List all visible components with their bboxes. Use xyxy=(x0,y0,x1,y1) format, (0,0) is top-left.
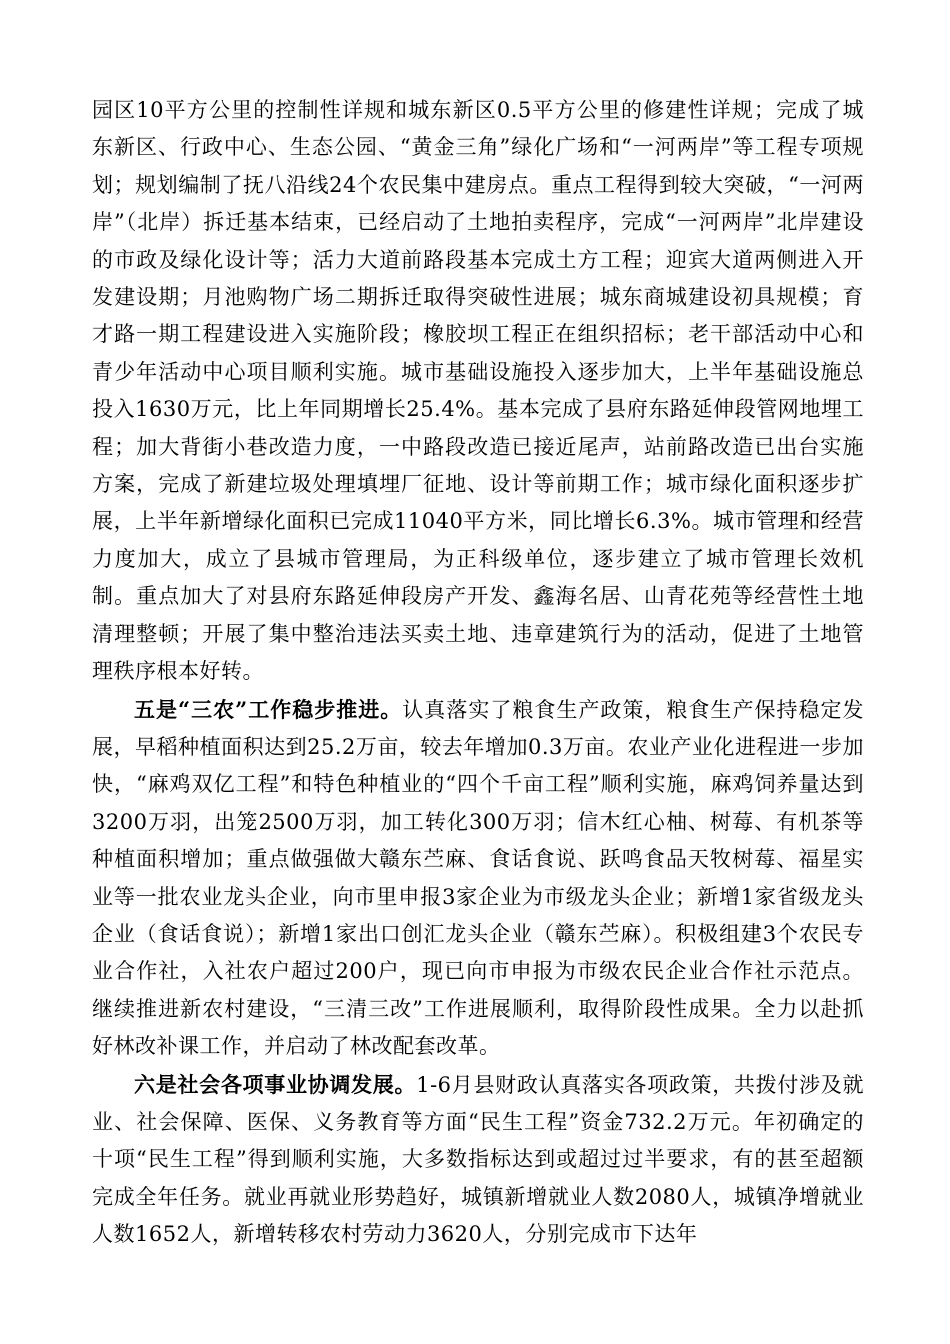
paragraph-agriculture-body: 认真落实了粮食生产政策，粮食生产保持稳定发展，早稻种植面积达到25.2万亩，较去年增加0.3万亩。农业产业化进程进一步加快，“麻鸡双亿工程”和特色种植业的“四个千亩工程”顺利实施，麻鸡饲养量达到3200万羽，出笼2500万羽，加工转化300万羽；信木红心柚、树莓、有机茶等种植面积增加；重点做强做大赣东苎麻、食话食说、跃鸣食品天牧树莓、福星实业等一批农业龙头企业，向市里申报3家企业为市级龙头企业；新增1家省级龙头企业（食话食说）；新增1家出口创汇龙头企业（赣东苎麻）。积极组建3个农民专业合作社，入社农户超过200户，现已向市申报为市级农民企业合作社示范点。继续推进新农村建设，“三清三改”工作进展顺利，取得阶段性成果。全力以赴抓好林改补课工作，并启动了林改配套改革。 xyxy=(92,697,864,1059)
paragraph-urban-construction: 园区10平方公里的控制性详规和城东新区0.5平方公里的修建性详规；完成了城东新区、行政中心、生态公园、“黄金三角”绿化广场和“一河两岸”等工程专项规划；规划编制了抚八沿线24个农民集中建房点。重点工程得到较大突破，“一河两岸”（北岸）拆迁基本结束，已经启动了土地拍卖程序，完成“一河两岸”北岸建设的市政及绿化设计等；活力大道前路段基本完成土方工程；迎宾大道两侧进入开发建设期；月池购物广场二期拆迁取得突破性进展；城东商城建设初具规模；育才路一期工程建设进入实施阶段；橡胶坝工程正在组织招标；老干部活动中心和青少年活动中心项目顺利实施。城市基础设施投入逐步加大，上半年基础设施总投入1630万元，比上年同期增长25.4%。基本完成了县府东路延伸段管网地埋工程；加大背街小巷改造力度，一中路段改造已接近尾声，站前路改造已出台实施方案，完成了新建垃圾处理填埋厂征地、设计等前期工作；城市绿化面积逐步扩展，上半年新增绿化面积已完成11040平方米，同比增长6.3%。城市管理和经营力度加大，成立了县城市管理局，为正科级单位，逐步建立了城市管理长效机制。重点加大了对县府东路延伸段房产开发、鑫海名居、山青花苑等经营性土地清理整顿；开展了集中整治违法买卖土地、违章建筑行为的活动，促进了土地管理秩序根本好转。 xyxy=(92,98,864,684)
paragraph-social-affairs xyxy=(92,1066,864,1254)
document-page xyxy=(92,92,864,1254)
paragraph-social-affairs-body: 1-6月县财政认真落实各项政策，共拨付涉及就业、社会保障、医保、义务教育等方面“民生工程”资金732.2万元。年初确定的十项“民生工程”得到顺利实施，大多数指标达到或超过过半要求，有的甚至超额完成全年任务。就业再就业形势趋好，城镇新增就业人数2080人，城镇净增就业人数1652人，新增转移农村劳动力3620人，分别完成市下达年 xyxy=(92,1072,864,1247)
paragraph-agriculture xyxy=(92,691,864,1066)
paragraph-agriculture-lead: 五是“三农”工作稳步推进。 xyxy=(134,696,403,722)
paragraph-social-affairs-lead: 六是社会各项事业协调发展。 xyxy=(134,1071,417,1097)
